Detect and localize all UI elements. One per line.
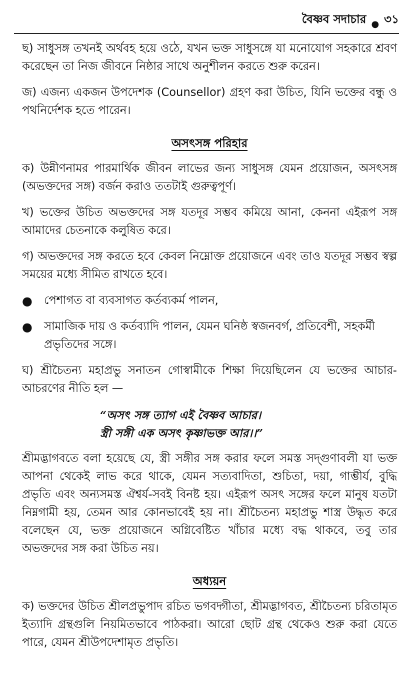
paragraph-kha: খ) ভক্তের উচিত অভক্তদের সঙ্গ যতদূর সম্ভব কমিয়ে আনা, কেননা এইরূপ সঙ্গ আমাদের চেতনাকে কলুষিত করে। bbox=[22, 206, 397, 237]
paragraph-ka2: ক) ভক্তদের উচিত শ্রীলপ্রভুপাদ রচিত ভগবদ্গীতা, শ্রীমদ্ভাগবত, শ্রীচৈতন্য চরিতামৃত ইত্যাদি গ্রন্থগুলি নিয়মিতভাবে পাঠকরা। আরো ছোট গ্রন্থ থেকেও শুরু করা যেতে পারে, যেমন শ্রীউপদেশামৃত প্রভৃতি। bbox=[22, 600, 397, 649]
verse-quote bbox=[22, 406, 397, 442]
header-title: বৈষ্ণব সদাচার bbox=[301, 12, 367, 26]
page-number: ৩১ bbox=[384, 12, 399, 26]
paragraph-ja: জ) এজন্য একজন উপদেশক (Counsellor) গ্রহণ করা উচিত, যিনি ভক্তের বন্ধু ও পথনির্দেশক হতে পারেন। bbox=[22, 86, 397, 117]
bullet-text: সামাজিক দায় ও কর্তব্যাদি পালন, যেমন ঘনিষ্ঠ স্বজনবর্গ, প্রতিবেশী, সহকর্মী প্রভৃতিদের সঙ্গে। bbox=[44, 320, 375, 351]
paragraph-ka: ক) উন্নীণনামর পারমার্থিক জীবন লাভের জন্য সাধুসঙ্গ যেমন প্রয়োজন, অসৎসঙ্গ (অভক্তদের সঙ্গ) বর্জন করাও ততটাই গুরুত্বপূর্ণ। bbox=[22, 162, 397, 193]
paragraph-bhagavatam: শ্রীমদ্ভাগবতে বলা হয়েছে যে, স্ত্রী সঙ্গীর সঙ্গ করার ফলে সমস্ত সদ্‌গুণাবলী যা ভক্ত আপনা থেকেই লাভ করে থাকে, যেমন সত্যবাদিতা, শুচিতা, দয়া, গাম্ভীর্য, বুদ্ধি প্রভৃতি এবং অন্যসমস্ত ঐশ্বর্য-সবই বিনষ্ট হয়। এইরূপ অসৎ সঙ্গের ফলে মানুষ যতটা নিম্নগামী হয়, তেমন আর কোনভাবেই হয় না। শ্রীচৈতন্য মহাপ্রভু শাস্ত্র উদ্ধৃত করে বলেছেন যে, ভক্ত প্রয়োজনে অগ্নিবেষ্টিত খাঁচার মধ্যে বদ্ধ থাকবে, তবু তার অভক্তদের সঙ্গ করা উচিত নয়। bbox=[22, 452, 397, 555]
verse-line-2: স্ত্রী সঙ্গী এক অসৎ কৃষ্ণাভক্ত আর।।” bbox=[100, 426, 263, 440]
section-heading-asatsanga: অসৎসঙ্গ পরিহার bbox=[171, 136, 248, 150]
bullet-text: পেশাগত বা ব্যবসাগত কর্তব্যকর্ম পালন, bbox=[44, 294, 219, 307]
page-body bbox=[22, 40, 397, 689]
verse-line-1: “অসৎ সঙ্গ ত্যাগ এই বৈষ্ণব আচার। bbox=[100, 408, 262, 422]
paragraph-cha: ছ) সাধুসঙ্গ তখনই অর্থবহ হয়ে ওঠে, যখন ভক্ত সাধুসঙ্গে যা মনোযোগ সহকারে শ্রবণ করেছেন তা নিজ জীবনে নিষ্ঠার সাথে অনুশীলন করতে শুরু করেন। bbox=[22, 42, 397, 73]
section-heading-adhyayan: অধ্যয়ন bbox=[192, 574, 227, 588]
paragraph-ga: গ) অভক্তদের সঙ্গ করতে হবে কেবল নিম্নোক্ত প্রয়োজনে এবং তাও যতদূর সম্ভব স্বল্প সময়ের মধ্যে সীমিত রাখতে হবে। bbox=[22, 250, 397, 281]
bullet-mark: ● bbox=[22, 294, 33, 308]
header-separator-dot: ● bbox=[371, 20, 380, 30]
running-header bbox=[14, 8, 399, 34]
paragraph-gha: ঘ) শ্রীচৈতন্য মহাপ্রভু সনাতন গোস্বামীকে শিক্ষা দিয়েছিলেন যে ভক্তের আচার-আচরণের নীতি হল — bbox=[22, 364, 397, 395]
bullet-mark: ● bbox=[22, 320, 33, 334]
bullet-item bbox=[22, 292, 397, 310]
bullet-item bbox=[22, 318, 397, 354]
